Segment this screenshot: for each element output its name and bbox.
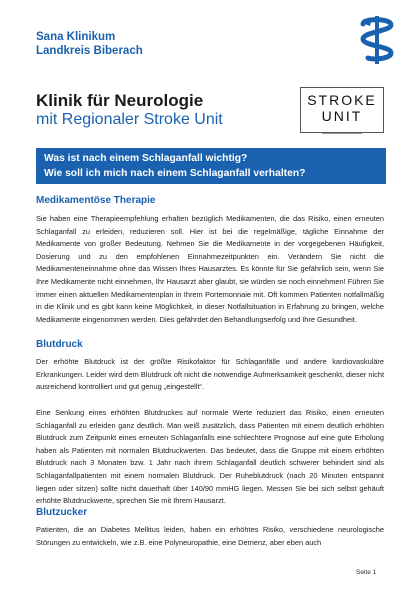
stroke-unit-logo-underline xyxy=(322,131,362,137)
paragraph-blutzucker: Patienten, die an Diabetes Mellitus leiden, haben ein erhöhtes Risiko, verschiedene neurologische Störungen zu entwickeln, wie z.B. eine Polyneuropathie, eine Demenz, aber eben auch xyxy=(36,525,384,547)
organization-line-2: Landkreis Biberach xyxy=(36,45,143,57)
banner-line-2: Wie soll ich mich nach einem Schlaganfall verhalten? xyxy=(44,168,306,179)
page-subtitle: mit Regionaler Stroke Unit xyxy=(36,111,223,128)
question-banner xyxy=(36,148,386,184)
stroke-unit-logo xyxy=(300,87,384,133)
paragraph-blutdruck-1: Der erhöhte Blutdruck ist der größte Risikofaktor für Schlaganfälle und andere kardiovaskuläre Erkrankungen. Leider wird dem Blutdruck oft nicht die notwendige Aufmerksamkeit geschenkt, dieser nicht ausreichend kontrolliert und gut genug „eingestellt“. xyxy=(36,357,384,392)
page-number: Seite 1 xyxy=(356,569,377,576)
organization-name xyxy=(36,30,143,58)
sana-caduceus-icon xyxy=(360,14,394,66)
heading-medikamente: Medikamentöse Therapie xyxy=(36,195,156,206)
stroke-unit-logo-word1: STROKE xyxy=(307,92,377,108)
stroke-unit-logo-word2: UNIT xyxy=(321,108,363,124)
paragraph-medikamente: Sie haben eine Therapieempfehlung erhalten bezüglich Medikamenten, die das Risiko, einen erneuten Schlaganfall zu erleiden, reduzieren soll. Hier ist bei die regelmäßige, tägliche Einnahme der Medikamente von großer Bedeutung. Nehmen Sie die Medikamente in der vorgegebenen Häufigkeit, Dosierung und zu den empfohlenen Einnahmezeitpunkten ein. Verändern Sie nicht die Medikamenteneinnahme ohne das Wissen Ihres Hausarztes. Es könnte für Sie gefährlich sein, wenn Sie Ihre Medikamente nicht einnehmen, Ihr Hausarzt aber glaubt, sie würden sie noch einnehmen! Führen Sie immer einen aktuellen Medikamentenplan in Ihrem Portemonnaie mit. Oft kommen Patienten notfallmäßig in die Klinik und es gibt kann keine Möglichkeit, in dieser Notfallsituation in Erfahrung zu bringen, welche Medikamente eingenommen werden. Dies gefährdet den Behandlungserfolg und Ihre Gesundheit. xyxy=(36,214,384,324)
paragraph-blutdruck-2: Eine Senkung eines erhöhten Blutdruckes auf normale Werte reduziert das Risiko, einen erneuten Schlaganfall zu erleiden ganz deutlich. Man weiß zusätzlich, dass Patienten mit einem deutlich erhöhten Blutdruck zum Zeitpunkt eines erneuten Schlaganfalls eine schlechtere Prognose auf eine gute Erholung haben als Patienten mit normalen Blutdruckwerten. Das bedeutet, dass die Gruppe mit einem erhöhten Blutdruck nach 3 Monaten bzw. 1 Jahr nach ihrem Schlaganfall deutlich schwerer behindert sind als Schlaganfallpatienten mit einem normalen Blutdruck. Der Ruheblutdruck (nach 20 Minuten entspannt liegen oder sitzen) sollte nicht dauerhaft über 140/90 mmHG liegen. Messen Sie bei sich selbst gehäuft erhöhte Blutdruckwerte, sprechen Sie mit Ihrem Hausarzt. xyxy=(36,408,384,506)
heading-blutzucker: Blutzucker xyxy=(36,507,88,518)
page-title: Klinik für Neurologie xyxy=(36,91,204,110)
heading-blutdruck: Blutdruck xyxy=(36,339,83,350)
organization-line-1: Sana Klinikum xyxy=(36,31,116,43)
banner-line-1: Was ist nach einem Schlaganfall wichtig? xyxy=(44,153,248,164)
